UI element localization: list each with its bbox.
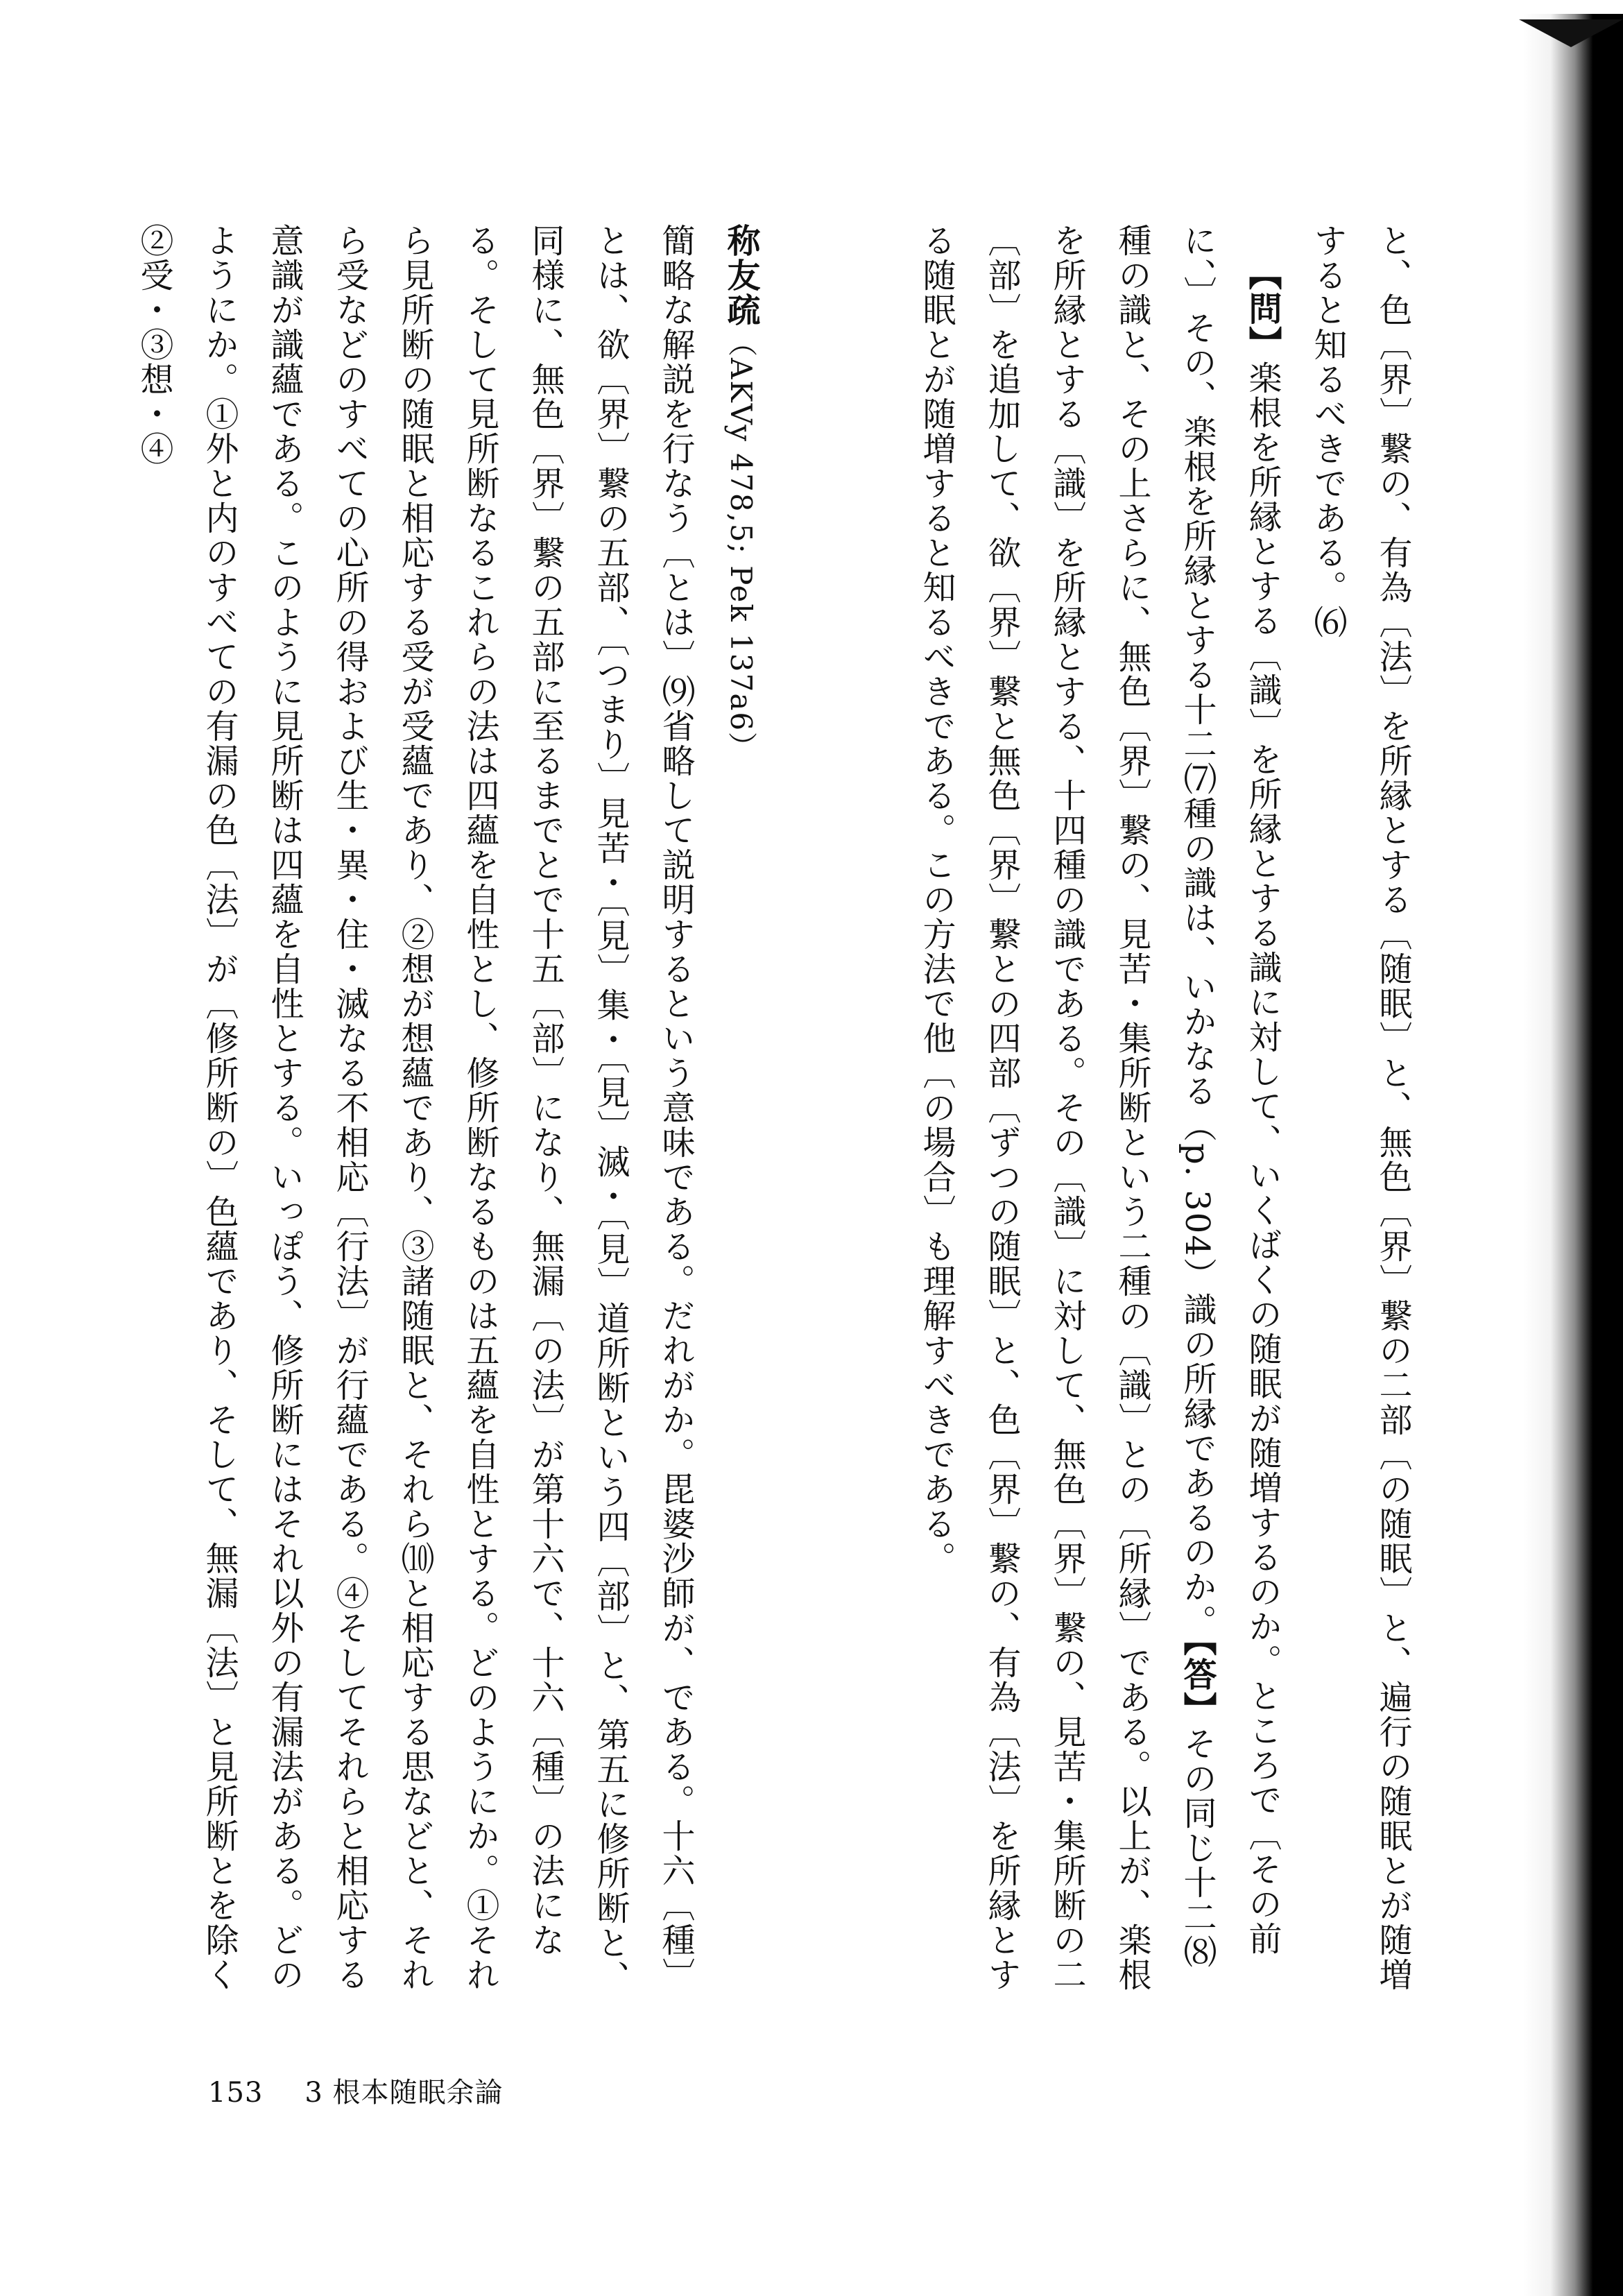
commentary-paragraph: 簡略な解説を行なう〔とは〕⑼省略して説明するという意味である。だれがか。毘婆沙師が、である。十六〔種〕とは、欲〔界〕繋の五部、〔つまり〕見苦・〔見〕集・〔見〕滅・〔見〕道所断という四〔部〕と、第五に修所断と、同様に、無色〔界〕繋の五部に至るまでとで十五〔部〕になり、無漏〔の法〕が第十六で、十六〔種〕の法になる。そして見所断なるこれらの法は四蘊を自性とし、修所断なるものは五蘊を自性とする。どのようにか。①それら見所断の随眠と相応する受が受蘊であり、②想が想蘊であり、③諸随眠と、それら⑽と相応する思などと、それら受などのすべての心所の得および生・異・住・滅なる不相応〔行法〕が行蘊である。④そしてそれらと相応する意識が識蘊である。このように見所断は四蘊を自性とする。いっぽう、修所断にはそれ以外の有漏法がある。どのようにか。①外と内のすべての有漏の色〔法〕が〔修所断の〕色蘊であり、そして、無漏〔法〕と見所断とを除く②受・③想・④ [135,223,695,1995]
answer-text: その同じ十二⑻種の識と、その上さらに、無色〔界〕繋の、見苦・集所断という二種の〔識〕との〔所縁〕である。以上が、楽根を所縁とする〔識〕を所縁とする、十四種の識である。その〔識〕に対して、無色〔界〕繋の、見苦・集所断の二〔部〕を追加して、欲〔界〕繋と無色〔界〕繋との四部〔ずつの随眠〕と、色〔界〕繋の、有為〔法〕を所縁とする随眠とが随増すると知るべきである。この方法で他〔の場合〕も理解すべきである。 [917,223,1217,1992]
commentary-heading [708,223,773,1999]
commentary-source: （AKVy 478,5; Pek 137a6） [724,327,758,763]
question-answer-paragraph [904,223,1295,1999]
commentary-title: 称友疏 [721,223,760,327]
section-spacer [773,223,904,1999]
chapter-title: 3 根本随眠余論 [304,2077,504,2109]
page-number: 153 [208,2077,264,2109]
question-label: 【問】 [1243,257,1282,361]
main-text-block [135,223,1425,1999]
binding-edge-mark [1519,19,1623,47]
question-text: 楽根を所縁とする〔識〕を所縁とする識に対して、いくばくの随眠が随増するのか。ところで〔その前に、〕その、楽根を所縁とする十二⑺種の識は、いかなる（p. 304）識の所縁であるのか。 [1178,223,1282,1956]
answer-label: 【答】 [1178,1638,1217,1727]
page-footer [208,2071,504,2110]
paragraph-continuation: と、色〔界〕繋の、有為〔法〕を所縁とする〔随眠〕と、無色〔界〕繋の二部〔の随眠〕と、遍行の随眠とが随増すると知るべきである。⑹ [1308,223,1412,1992]
page-binding-shadow [1522,14,1623,2296]
